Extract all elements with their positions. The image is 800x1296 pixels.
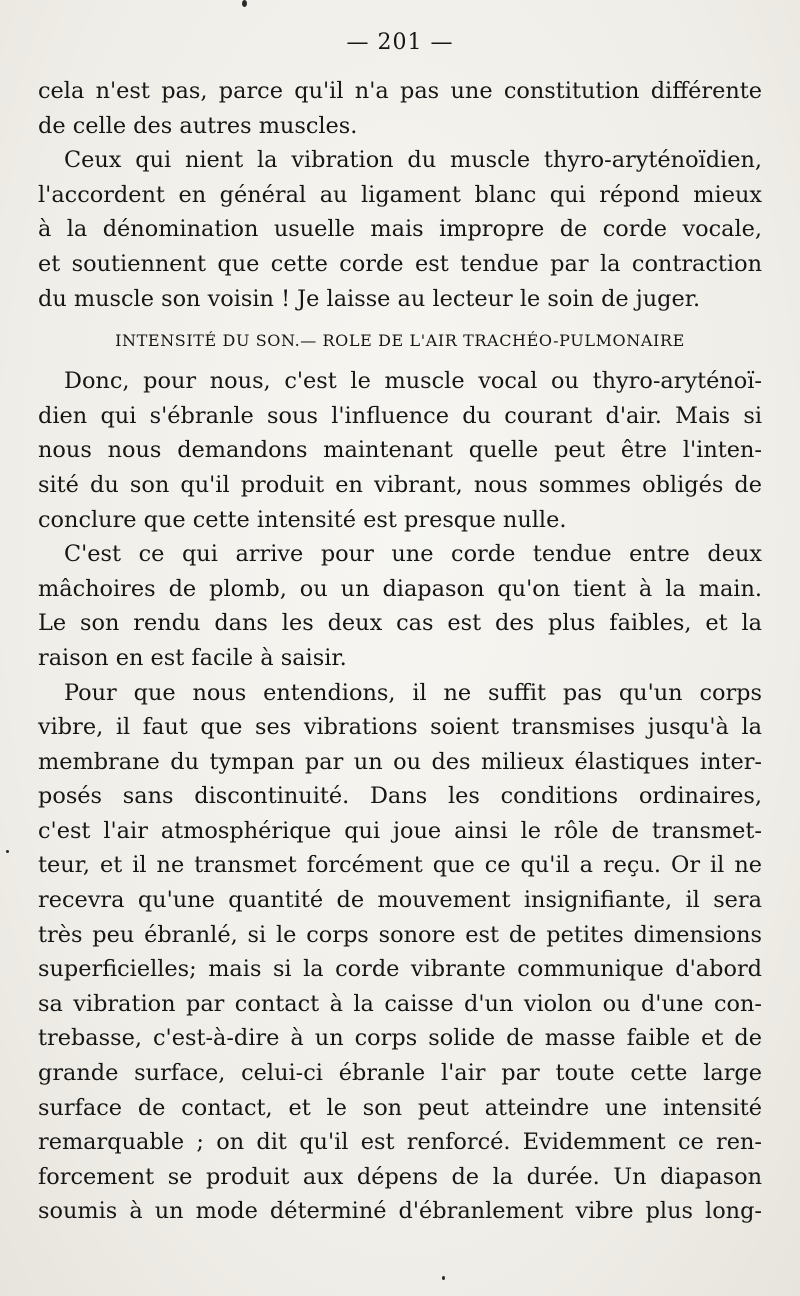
- page-body: [38, 74, 762, 1229]
- text-line: sité du son qu'il produit en vibrant, nous sommes obligés de: [38, 471, 762, 498]
- text-line: trebasse, c'est-à-dire à un corps solide de masse faible et de: [38, 1025, 762, 1052]
- ink-speck: [442, 1276, 445, 1280]
- text-line: sa vibration par contact à la caisse d'un violon ou d'une con-: [38, 990, 762, 1017]
- text-line: Ceux qui nient la vibration du muscle thyro-aryténoïdien,: [64, 147, 762, 174]
- text-line: grande surface, celui-ci ébranle l'air par toute cette large: [38, 1060, 762, 1087]
- text-line: Donc, pour nous, c'est le muscle vocal ou thyro-aryténoï-: [64, 368, 762, 395]
- text-line: à la dénomination usuelle mais impropre de corde vocale,: [38, 216, 762, 243]
- text-line: conclure que cette intensité est presque nulle.: [38, 506, 567, 533]
- text-line: surface de contact, et le son peut atteindre une intensité: [38, 1094, 762, 1121]
- text-line: posés sans discontinuité. Dans les conditions ordinaires,: [38, 783, 762, 810]
- paragraph-5: [38, 676, 762, 1230]
- text-line: Le son rendu dans les deux cas est des plus faibles, et la: [38, 610, 762, 637]
- text-line: superficielles; mais si la corde vibrante communique d'abord: [38, 956, 762, 983]
- paragraph-2: [38, 143, 762, 316]
- text-line: membrane du tympan par un ou des milieux élastiques inter-: [38, 748, 762, 775]
- text-line: très peu ébranlé, si le corps sonore est de petites dimensions: [38, 921, 762, 948]
- text-line: teur, et il ne transmet forcément que ce qu'il a reçu. Or il ne: [38, 852, 762, 879]
- text-line: de celle des autres muscles.: [38, 112, 358, 139]
- text-line: et soutiennent que cette corde est tendue par la contraction: [38, 250, 762, 277]
- text-line: mâchoires de plomb, ou un diapason qu'on tient à la main.: [38, 575, 762, 602]
- text-line: recevra qu'une quantité de mouvement insignifiante, il sera: [38, 887, 762, 914]
- text-line: l'accordent en général au ligament blanc qui répond mieux: [38, 181, 762, 208]
- ink-speck: [242, 0, 247, 7]
- text-line: du muscle son voisin ! Je laisse au lecteur le soin de juger.: [38, 285, 701, 312]
- paragraph-3: [38, 364, 762, 537]
- ink-speck: [6, 850, 9, 853]
- text-line: forcement se produit aux dépens de la durée. Un diapason: [38, 1163, 762, 1190]
- paragraph-1: [38, 74, 762, 143]
- page-number: — 201 —: [346, 30, 454, 55]
- text-line: raison en est facile à saisir.: [38, 644, 347, 671]
- text-line: cela n'est pas, parce qu'il n'a pas une constitution différente: [38, 78, 762, 104]
- section-heading: INTENSITÉ DU SON.— ROLE DE L'AIR TRACHÉO-PULMONAIRE: [115, 331, 685, 351]
- text-line: vibre, il faut que ses vibrations soient transmises jusqu'à la: [38, 714, 762, 741]
- paragraph-4: [38, 537, 762, 675]
- text-line: remarquable ; on dit qu'il est renforcé. Evidemment ce ren-: [38, 1129, 762, 1156]
- text-line: nous nous demandons maintenant quelle peut être l'inten-: [38, 437, 762, 464]
- text-line: Pour que nous entendions, il ne suffit pas qu'un corps: [64, 679, 762, 706]
- text-line: dien qui s'ébranle sous l'influence du courant d'air. Mais si: [38, 402, 762, 429]
- text-line: c'est l'air atmosphérique qui joue ainsi le rôle de transmet-: [38, 817, 762, 844]
- text-line: C'est ce qui arrive pour une corde tendue entre deux: [64, 541, 762, 568]
- text-line: soumis à un mode déterminé d'ébranlement vibre plus long-: [38, 1198, 762, 1225]
